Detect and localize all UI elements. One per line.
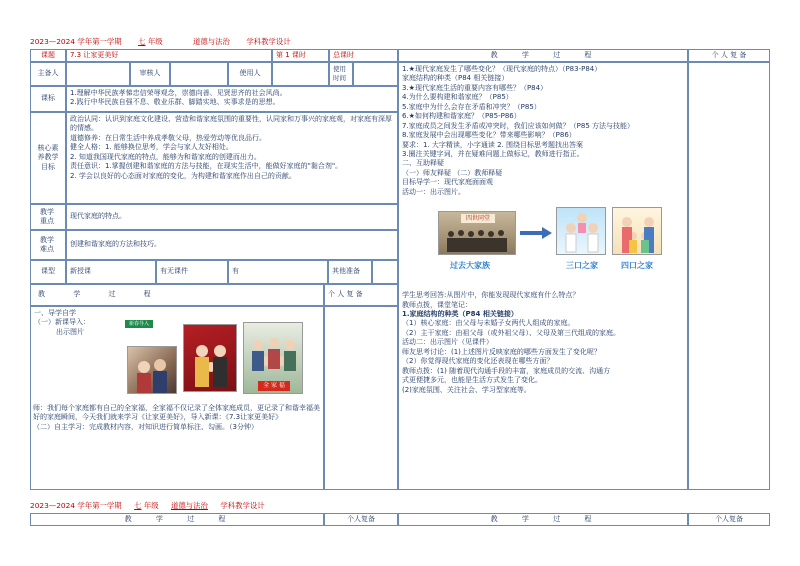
four-person-caption: 四口之家 bbox=[621, 261, 653, 271]
family-photo-badge: 全 家 福 bbox=[258, 381, 290, 391]
literacy-label: 核心素养教学目标 bbox=[30, 112, 66, 204]
guidance-line: 教师点拨：(1) 随着现代沟通手段的丰富，家庭成员的交流、沟通方 bbox=[402, 366, 611, 375]
review-header-bottom-left: 个人复备 bbox=[324, 513, 398, 526]
standard-item: 2.践行中华民族自强不息、敬业乐群、脚踏实地、实事求是的思想。 bbox=[70, 98, 280, 107]
grade: 七 年级 bbox=[134, 501, 159, 510]
subject: 道德与法治 bbox=[170, 501, 208, 510]
self-study-paragraph: （二）自主学习：完成教材内容，对知识进行简单标注、勾画。（3分钟） bbox=[33, 422, 258, 431]
literacy-item: 2. 知道我国现代家庭的特点，能够为和谐家庭的创建而出力。 bbox=[70, 152, 261, 161]
question-line: 3.★现代家庭生活的重要内容有哪些？（P84） bbox=[402, 83, 548, 92]
review-header-bottom-right: 个人复备 bbox=[688, 513, 770, 526]
period-value: 第 1 课时 bbox=[272, 49, 329, 62]
stem-family-line: （2）主干家庭：由祖父母（或外祖父母）、父母及第三代组成的家庭。 bbox=[402, 328, 620, 337]
guide-title: 一、导学自学 bbox=[34, 309, 76, 317]
other-prep-label: 其他准备 bbox=[328, 260, 372, 284]
courseware-value: 有 bbox=[228, 260, 328, 284]
structure-heading: 1.家庭结构的种类（P84 相关链接） bbox=[402, 310, 518, 318]
literacy-item: 2. 学会以良好的心态面对家庭的变化，为构建和谐家庭作出自己的贡献。 bbox=[70, 171, 296, 180]
question-line: 4.为什么要构建和谐家庭？（P85） bbox=[402, 93, 513, 102]
show-pictures: 出示图片 bbox=[56, 327, 84, 336]
three-person-family-photo bbox=[556, 207, 606, 255]
family-change-images bbox=[402, 207, 684, 285]
use-time-value bbox=[353, 62, 398, 86]
difficulty-label: 教学难点 bbox=[30, 230, 66, 260]
other-prep-value bbox=[372, 260, 398, 284]
grade: 七 年级 bbox=[138, 37, 163, 46]
right-review-column bbox=[688, 62, 770, 490]
discussion-line: （2）你觉得现代家庭的变化还表现在哪些方面？ bbox=[402, 357, 554, 366]
old-family-photo bbox=[438, 211, 516, 255]
goal-line: 目标导学一：现代家庭面面观 bbox=[402, 178, 493, 187]
photo-tag: 新春导入 bbox=[125, 320, 153, 328]
standard-item: 1.理解中华民族孝悌忠信荣辱观念，崇德向善、见贤思齐的社会风尚。 bbox=[70, 89, 287, 97]
user-label: 使用人 bbox=[228, 62, 272, 86]
document-header bbox=[30, 37, 400, 49]
courseware-label: 有无课件 bbox=[156, 260, 228, 284]
section-subheading: （一）师友释疑 （二）教师释疑 bbox=[402, 168, 503, 177]
user-value bbox=[272, 62, 329, 86]
design-title: 学科教学设计 bbox=[220, 501, 265, 510]
question-line: 家庭结构的种类（P84 相关链接） bbox=[402, 74, 509, 83]
topic-label: 课题 bbox=[30, 49, 66, 62]
standard-content bbox=[66, 86, 398, 112]
key-value: 现代家庭的特点。 bbox=[66, 204, 398, 230]
literacy-item: 政治认同：认识到家庭文化建设、营造和谐家庭氛围的重要性，认同家和万事兴的家庭观，对家庭有深厚的情感。 bbox=[70, 115, 392, 133]
standard-label: 课标 bbox=[30, 86, 66, 112]
old-family-caption: 过去大家族 bbox=[450, 261, 490, 271]
total-periods-label: 总课时 bbox=[329, 49, 398, 62]
difficulty-value: 创建和谐家庭的方法和技巧。 bbox=[66, 230, 398, 260]
process-header-right: 教 学 过 程 bbox=[398, 49, 688, 62]
three-person-caption: 三口之家 bbox=[566, 261, 598, 271]
requirement-line: 3.圈注关键字词，并在疑难问题上做标记，教师进行指正。 bbox=[402, 149, 584, 158]
type-value: 新授课 bbox=[66, 260, 156, 284]
teacher-note-line: 教师点拨，课堂笔记： bbox=[402, 300, 472, 309]
process-header-bottom-right: 教 学 过 程 bbox=[398, 513, 688, 526]
second-page-header bbox=[30, 501, 770, 511]
use-time-label: 使用时间 bbox=[329, 62, 353, 86]
right-body bbox=[398, 62, 688, 490]
new-lesson-intro: （一）新课导入： bbox=[34, 318, 90, 327]
review-header-left: 个 人 复 备 bbox=[324, 284, 398, 306]
literacy-item: 道德修养：在日常生活中养成孝敬父母，热爱劳动等优良品行。 bbox=[70, 133, 266, 142]
nuclear-family-line: （1）核心家庭：由父母与未婚子女两代人组成的家庭。 bbox=[402, 319, 575, 328]
subject: 道德与法治 bbox=[192, 37, 230, 46]
teacher-intro-paragraph: 师：我们每个家庭都有自己的全家福，全家福不仅记录了全体家庭成员，更记录了和谐幸福美好的家庭瞬间，今天我们就来学习《让家更美好》，导入新课：《7.3让家更美好》 bbox=[33, 404, 320, 422]
four-person-family-photo bbox=[612, 207, 662, 255]
review-header-right: 个 人 复 备 bbox=[688, 49, 770, 62]
reviewer-value bbox=[170, 62, 228, 86]
discussion-line: 师友思考讨论：(1)上述图片反映家庭的哪些方面发生了变化呢？ bbox=[402, 347, 601, 356]
question-line: 1.★现代家庭发生了哪些变化？（现代家庭的特点）（P83-P84） bbox=[402, 65, 602, 73]
literacy-item: 责任意识：1.掌握创建和谐家庭的方法与技能，在现实生活中，能做好家庭的"黏合剂"。 bbox=[70, 162, 343, 171]
old-family-title: 四世同堂 bbox=[461, 214, 495, 223]
family-photo-3 bbox=[243, 322, 303, 394]
activity-line: 活动一：出示图片。 bbox=[402, 187, 465, 196]
guidance-line: 式更便捷多元，也能是生活方式发生了变化。 bbox=[402, 376, 542, 385]
left-review-column bbox=[324, 306, 398, 490]
literacy-content bbox=[66, 112, 398, 204]
family-photo-2 bbox=[183, 324, 237, 392]
key-label: 教学重点 bbox=[30, 204, 66, 230]
process-header-bottom-left: 教 学 过 程 bbox=[30, 513, 324, 526]
host-label: 主备人 bbox=[30, 62, 66, 86]
topic-value: 7.3 让家更美好 bbox=[66, 49, 272, 62]
reviewer-label: 审核人 bbox=[130, 62, 170, 86]
left-text-block bbox=[33, 404, 321, 432]
question-line: 7.家庭成员之间发生矛盾或冲突时，我们应该如何做？（P85 方法与技能） bbox=[402, 121, 635, 130]
student-answer-line: 学生思考回答:从图片中，你能发现现代家庭有什么特点？ bbox=[402, 291, 580, 300]
question-line: 5.家庭中为什么会存在矛盾和冲突？（P85） bbox=[402, 102, 541, 111]
school-year: 2023—2024 学年第一学期 bbox=[30, 37, 122, 46]
requirement-line: 要求：1. 大字精读，小字通读 2. 围绕目标思考题找出答案 bbox=[402, 140, 584, 149]
guidance-line: (2)家庭氛围、关注社会、学习型家庭等。 bbox=[402, 385, 531, 394]
host-value bbox=[66, 62, 130, 86]
school-year: 2023—2024 学年第一学期 bbox=[30, 501, 122, 510]
arrow-right-icon bbox=[520, 227, 552, 239]
family-photo-1 bbox=[127, 346, 177, 394]
type-label: 课型 bbox=[30, 260, 66, 284]
design-title: 学科教学设计 bbox=[246, 37, 291, 46]
section-heading: 二、互助释疑 bbox=[402, 159, 444, 168]
literacy-item: 健全人格：1. 能够换位思考，学会与家人友好相处。 bbox=[70, 143, 233, 152]
activity-two-line: 活动二：出示图片（见课件） bbox=[402, 338, 493, 347]
process-header-left: 教 学 过 程 bbox=[30, 284, 324, 306]
family-photo-collage bbox=[125, 320, 303, 398]
question-line: 8.家庭发展中会出现哪些变化？带来哪些影响？（P86） bbox=[402, 131, 576, 140]
question-line: 6.★如何构建和谐家庭？（P85-P86） bbox=[402, 112, 521, 121]
